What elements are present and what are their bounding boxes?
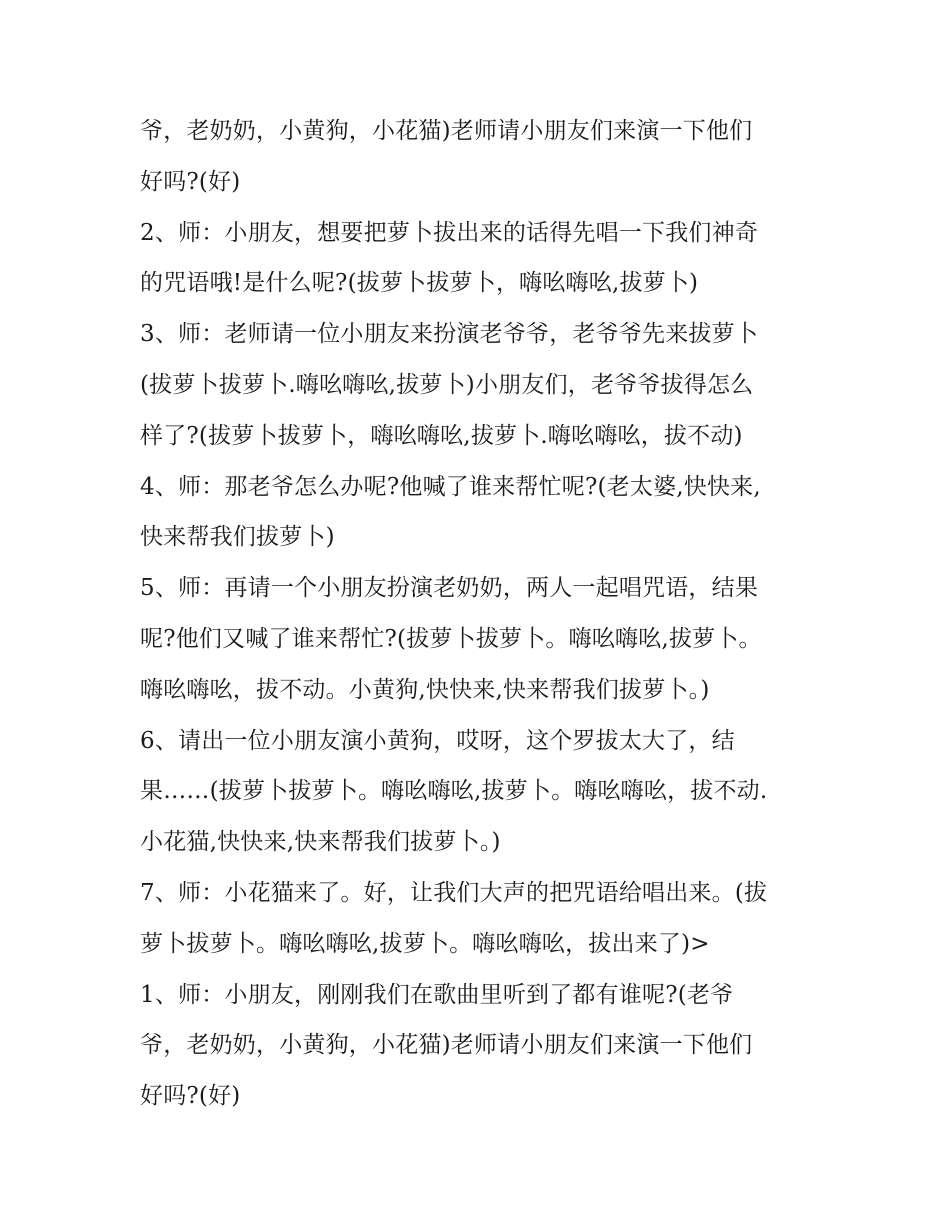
text-line: 4、师：那老爷怎么办呢?他喊了谁来帮忙呢?(老太婆,快快来, (140, 473, 761, 500)
text-line: 小花猫,快快来,快来帮我们拔萝卜。) (140, 829, 501, 856)
text-line: 呢?他们又喊了谁来帮忙?(拔萝卜拔萝卜。嗨吆嗨吆,拔萝卜。 (140, 625, 762, 652)
document-body (140, 106, 840, 1122)
text-line: 爷，老奶奶，小黄狗，小花猫)老师请小朋友们来演一下他们 (140, 1032, 753, 1059)
text-line: 7、师：小花猫来了。好，让我们大声的把咒语给唱出来。(拔 (140, 879, 768, 906)
text-line: 好吗?(好) (140, 1083, 241, 1110)
text-line: (拔萝卜拔萝卜.嗨吆嗨吆,拔萝卜)小朋友们，老爷爷拔得怎么 (140, 371, 754, 398)
text-line: 爷，老奶奶，小黄狗，小花猫)老师请小朋友们来演一下他们 (140, 118, 753, 144)
text-line: 快来帮我们拔萝卜) (140, 524, 335, 551)
text-line: 2、师：小朋友，想要把萝卜拔出来的话得先唱一下我们神奇 (140, 219, 759, 246)
text-line: 6、请出一位小朋友演小黄狗，哎呀，这个罗拔太大了，结 (140, 727, 735, 754)
text-line: 3、师：老师请一位小朋友来扮演老爷爷，老爷爷先来拔萝卜 (140, 321, 759, 348)
text-line: 果……(拔萝卜拔萝卜。嗨吆嗨吆,拔萝卜。嗨吆嗨吆，拔不动. (140, 778, 768, 805)
text-line: 的咒语哦!是什么呢?(拔萝卜拔萝卜，嗨吆嗨吆,拔萝卜) (140, 270, 699, 297)
text-line: 1、师：小朋友，刚刚我们在歌曲里听到了都有谁呢?(老爷 (140, 981, 734, 1008)
text-line: 样了?(拔萝卜拔萝卜，嗨吆嗨吆,拔萝卜.嗨吆嗨吆，拔不动) (140, 422, 743, 449)
text-line: 萝卜拔萝卜。嗨吆嗨吆,拔萝卜。嗨吆嗨吆，拔出来了)> (140, 930, 710, 957)
text-line: 嗨吆嗨吆，拔不动。小黄狗,快快来,快来帮我们拔萝卜。) (140, 676, 710, 703)
text-line: 好吗?(好) (140, 168, 241, 195)
text-line: 5、师：再请一个小朋友扮演老奶奶，两人一起唱咒语，结果 (140, 575, 759, 602)
